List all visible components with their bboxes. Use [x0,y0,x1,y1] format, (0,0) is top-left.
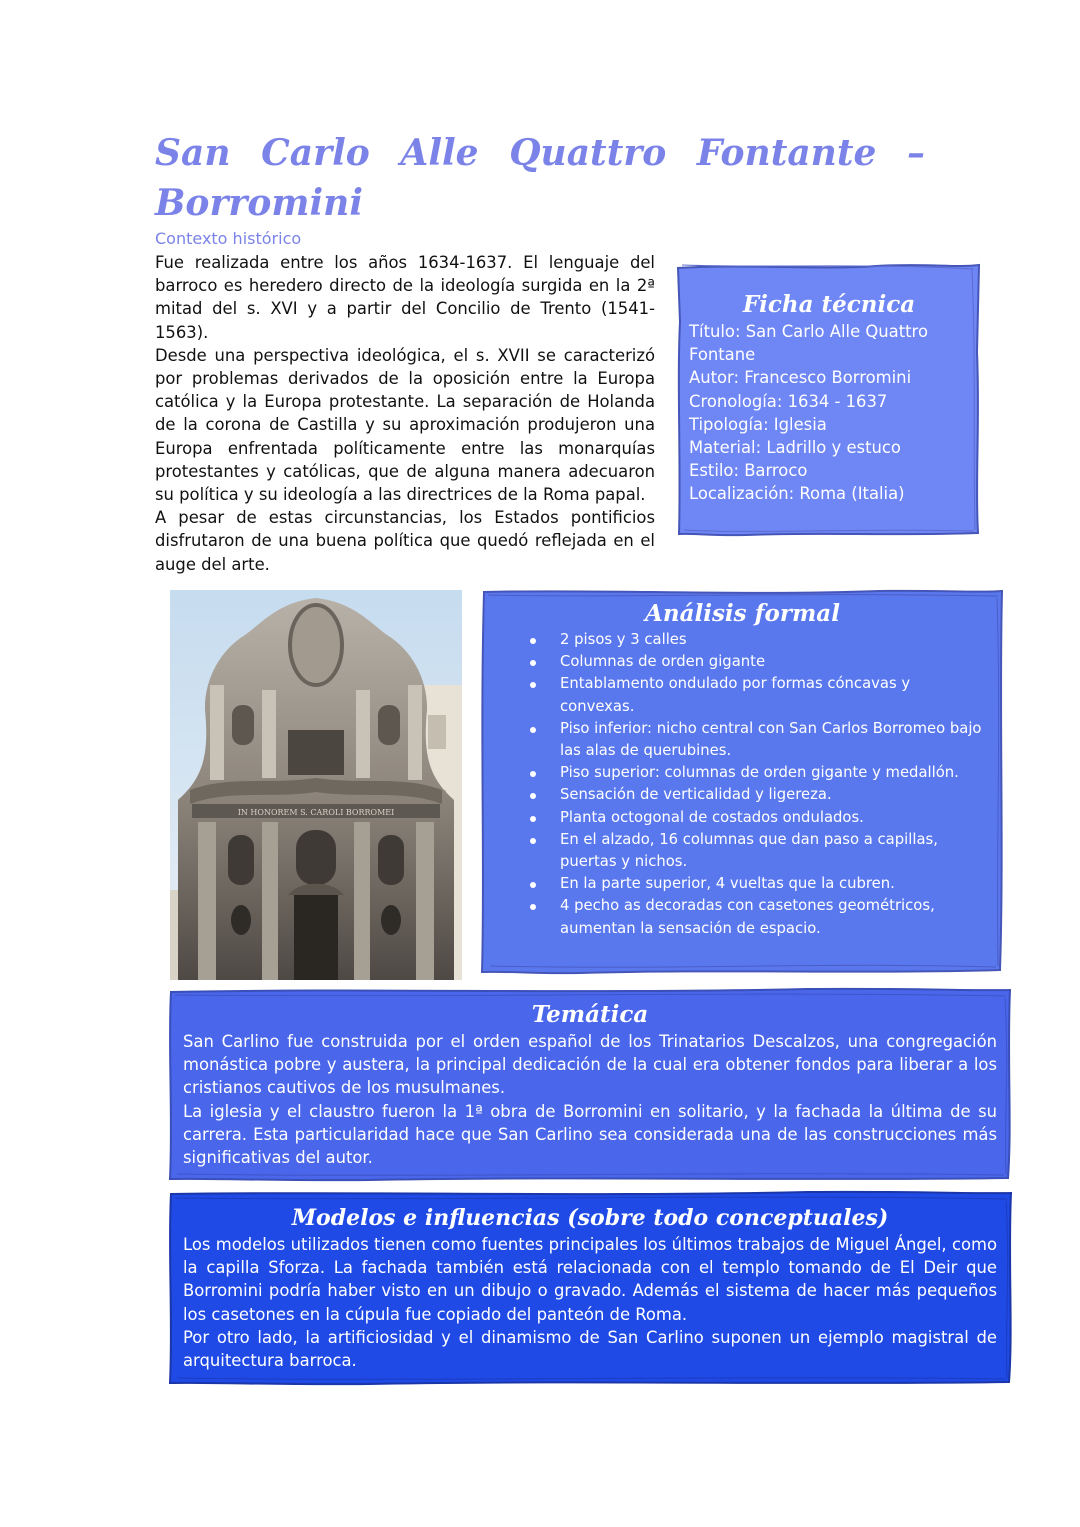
ficha-title: Ficha técnica [742,291,916,318]
facade-photo [170,590,462,980]
context-paragraph: Fue realizada entre los años 1634-1637. El lenguaje del barroco es heredero directo de la ideología surgida en la 2ª mitad del s. XVI y a partir del Concilio de Trento (1541-1563). [155,253,655,342]
list-item: 2 pisos y 3 calles [560,629,985,651]
list-item: Columnas de orden gigante [560,651,985,673]
tematica-title: Temática [531,1001,649,1028]
context-text [155,251,655,576]
context-paragraph: A pesar de estas circunstancias, los Estados pontificios disfrutaron de una buena política que quedó reflejada en el auge del arte. [155,508,655,574]
tematica-box [168,986,1013,1182]
ficha-line: Estilo: Barroco [689,461,808,481]
ficha-line: Tipología: Iglesia [689,414,827,434]
modelos-paragraph: Por otro lado, la artificiosidad y el dinamismo de San Carlino suponen un ejemplo magistral de arquitectura barroca. [183,1327,997,1371]
context-heading: Contexto histórico [155,229,302,248]
analisis-title: Análisis formal [645,600,840,627]
ficha-line: Material: Ladrillo y estuco [689,438,901,458]
list-item: 4 pecho as decoradas con casetones geométricos, aumentan la sensación de espacio. [560,895,985,939]
modelos-box [168,1190,1013,1385]
analisis-list [530,629,985,940]
tematica-paragraph: San Carlino fue construida por el orden español de los Trinatarios Descalzos, una congregación monástica pobre y austera, la principal dedicación de la cual era obtener fondos para liberar a los cristianos cautivos de los musulmanes. [183,1032,997,1098]
context-paragraph: Desde una perspectiva ideológica, el s. XVII se caracterizó por problemas derivados de la oposición entre la Europa católica y la Europa protestante. La separación de Holanda de la corona de Castilla y su aproximación produjeron una Europa enfrentada políticamente entre las monarquías protestantes y católicas, que de alguna manera adecuaron su política y su ideología a las directrices de la Roma papal. [155,345,655,505]
facade-inscription: IN HONOREM S. CAROLI BORROMEI [237,808,395,817]
list-item: En el alzado, 16 columnas que dan paso a capillas, puertas y nichos. [560,829,985,873]
page-title: San Carlo Alle Quattro Fontante – Borromini [155,132,925,224]
list-item: Piso superior: columnas de orden gigante y medallón. [560,762,985,784]
modelos-title: Modelos e influencias (sobre todo conceptuales) [291,1205,889,1231]
list-item: En la parte superior, 4 vueltas que la cubren. [560,873,985,895]
tematica-paragraph: La iglesia y el claustro fueron la 1ª obra de Borromini en solitario, y la fachada la última de su carrera. Esta particularidad hace que San Carlino sea considerada una de las construcciones más significativas del autor. [183,1101,997,1168]
analisis-formal-box [480,588,1005,974]
list-item: Entablamento ondulado por formas cóncavas y convexas. [560,673,985,717]
ficha-line: Cronología: 1634 - 1637 [689,391,888,411]
ficha-line: Localización: Roma (Italia) [689,484,905,504]
ficha-line: Autor: Francesco Borromini [689,368,912,388]
modelos-paragraph: Los modelos utilizados tienen como fuentes principales los últimos trabajos de Miguel Ángel, como la capilla Sforza. La fachada también está relacionada con el templo tomando de El Deir que Borromini podría haber visto en un dibujo o gravado. Además el sistema de hacer más pequeños los casetones en la cúpula fue copiado del panteón de Roma. [183,1235,997,1324]
list-item: Planta octogonal de costados ondulados. [560,807,985,829]
list-item: Piso inferior: nicho central con San Carlos Borromeo bajo las alas de querubines. [560,718,985,762]
ficha-tecnica-box [676,262,981,537]
list-item: Sensación de verticalidad y ligereza. [560,784,985,806]
facade-illustration [170,590,462,980]
ficha-line: Título: San Carlo Alle Quattro Fontane [689,322,928,365]
